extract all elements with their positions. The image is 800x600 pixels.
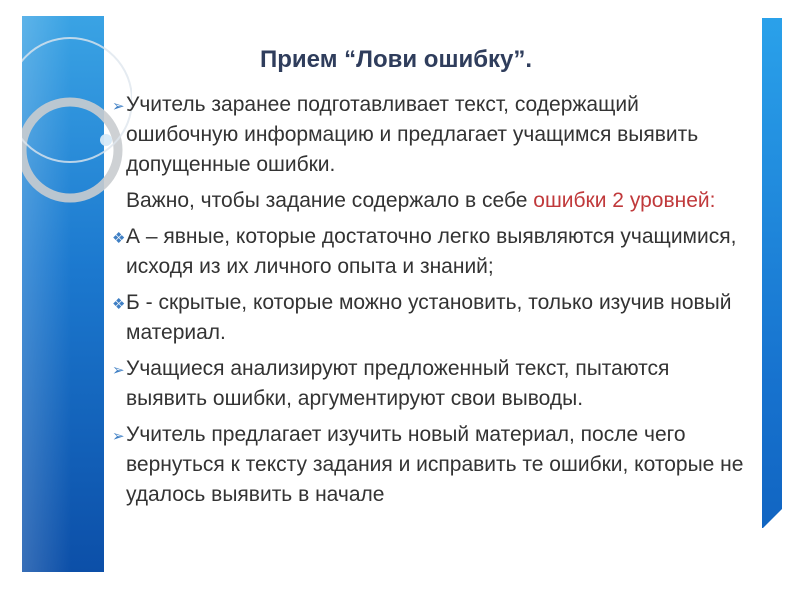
arrow-bullet-icon: ➢ bbox=[112, 98, 125, 115]
paragraph-1-text: Учитель заранее подготавливает текст, содержащий ошибочную информацию и предлагает учащимся выявить допущенные ошибки. bbox=[126, 93, 699, 176]
paragraph-4-text: Б - скрытые, которые можно установить, только изучив новый материал. bbox=[126, 291, 732, 344]
diamond-bullet-icon: ❖ bbox=[112, 296, 126, 313]
arrow-bullet-icon: ➢ bbox=[112, 428, 125, 445]
slide-title: Прием “Лови ошибку”. bbox=[260, 46, 533, 73]
paragraph-2-highlight: ошибки 2 уровней: bbox=[533, 189, 716, 212]
paragraph-5 bbox=[108, 354, 748, 414]
paragraph-3-text: А – явные, которые достаточно легко выявляются учащимися, исходя из их личного опыта и знаний; bbox=[126, 225, 737, 278]
paragraph-6 bbox=[108, 420, 748, 510]
large-ring bbox=[22, 102, 118, 198]
slide-content bbox=[108, 40, 748, 516]
paragraph-1 bbox=[108, 90, 748, 180]
right-decorative-band bbox=[762, 18, 782, 528]
paragraph-5-text: Учащиеся анализируют предложенный текст, пытаются выявить ошибки, аргументируют свои выводы. bbox=[126, 357, 670, 410]
paragraph-3 bbox=[108, 222, 748, 282]
arrow-bullet-icon: ➢ bbox=[112, 362, 125, 379]
paragraph-2-lead: Важно, чтобы задание содержало в себе bbox=[126, 189, 534, 212]
paragraph-6-text: Учитель предлагает изучить новый материал, после чего вернуться к тексту задания и исправить те ошибки, которые не удалось выявить в начале bbox=[126, 423, 744, 506]
right-band-cut bbox=[762, 509, 782, 529]
paragraph-4 bbox=[108, 288, 748, 348]
diamond-bullet-icon: ❖ bbox=[112, 230, 126, 247]
paragraph-2 bbox=[108, 186, 748, 216]
